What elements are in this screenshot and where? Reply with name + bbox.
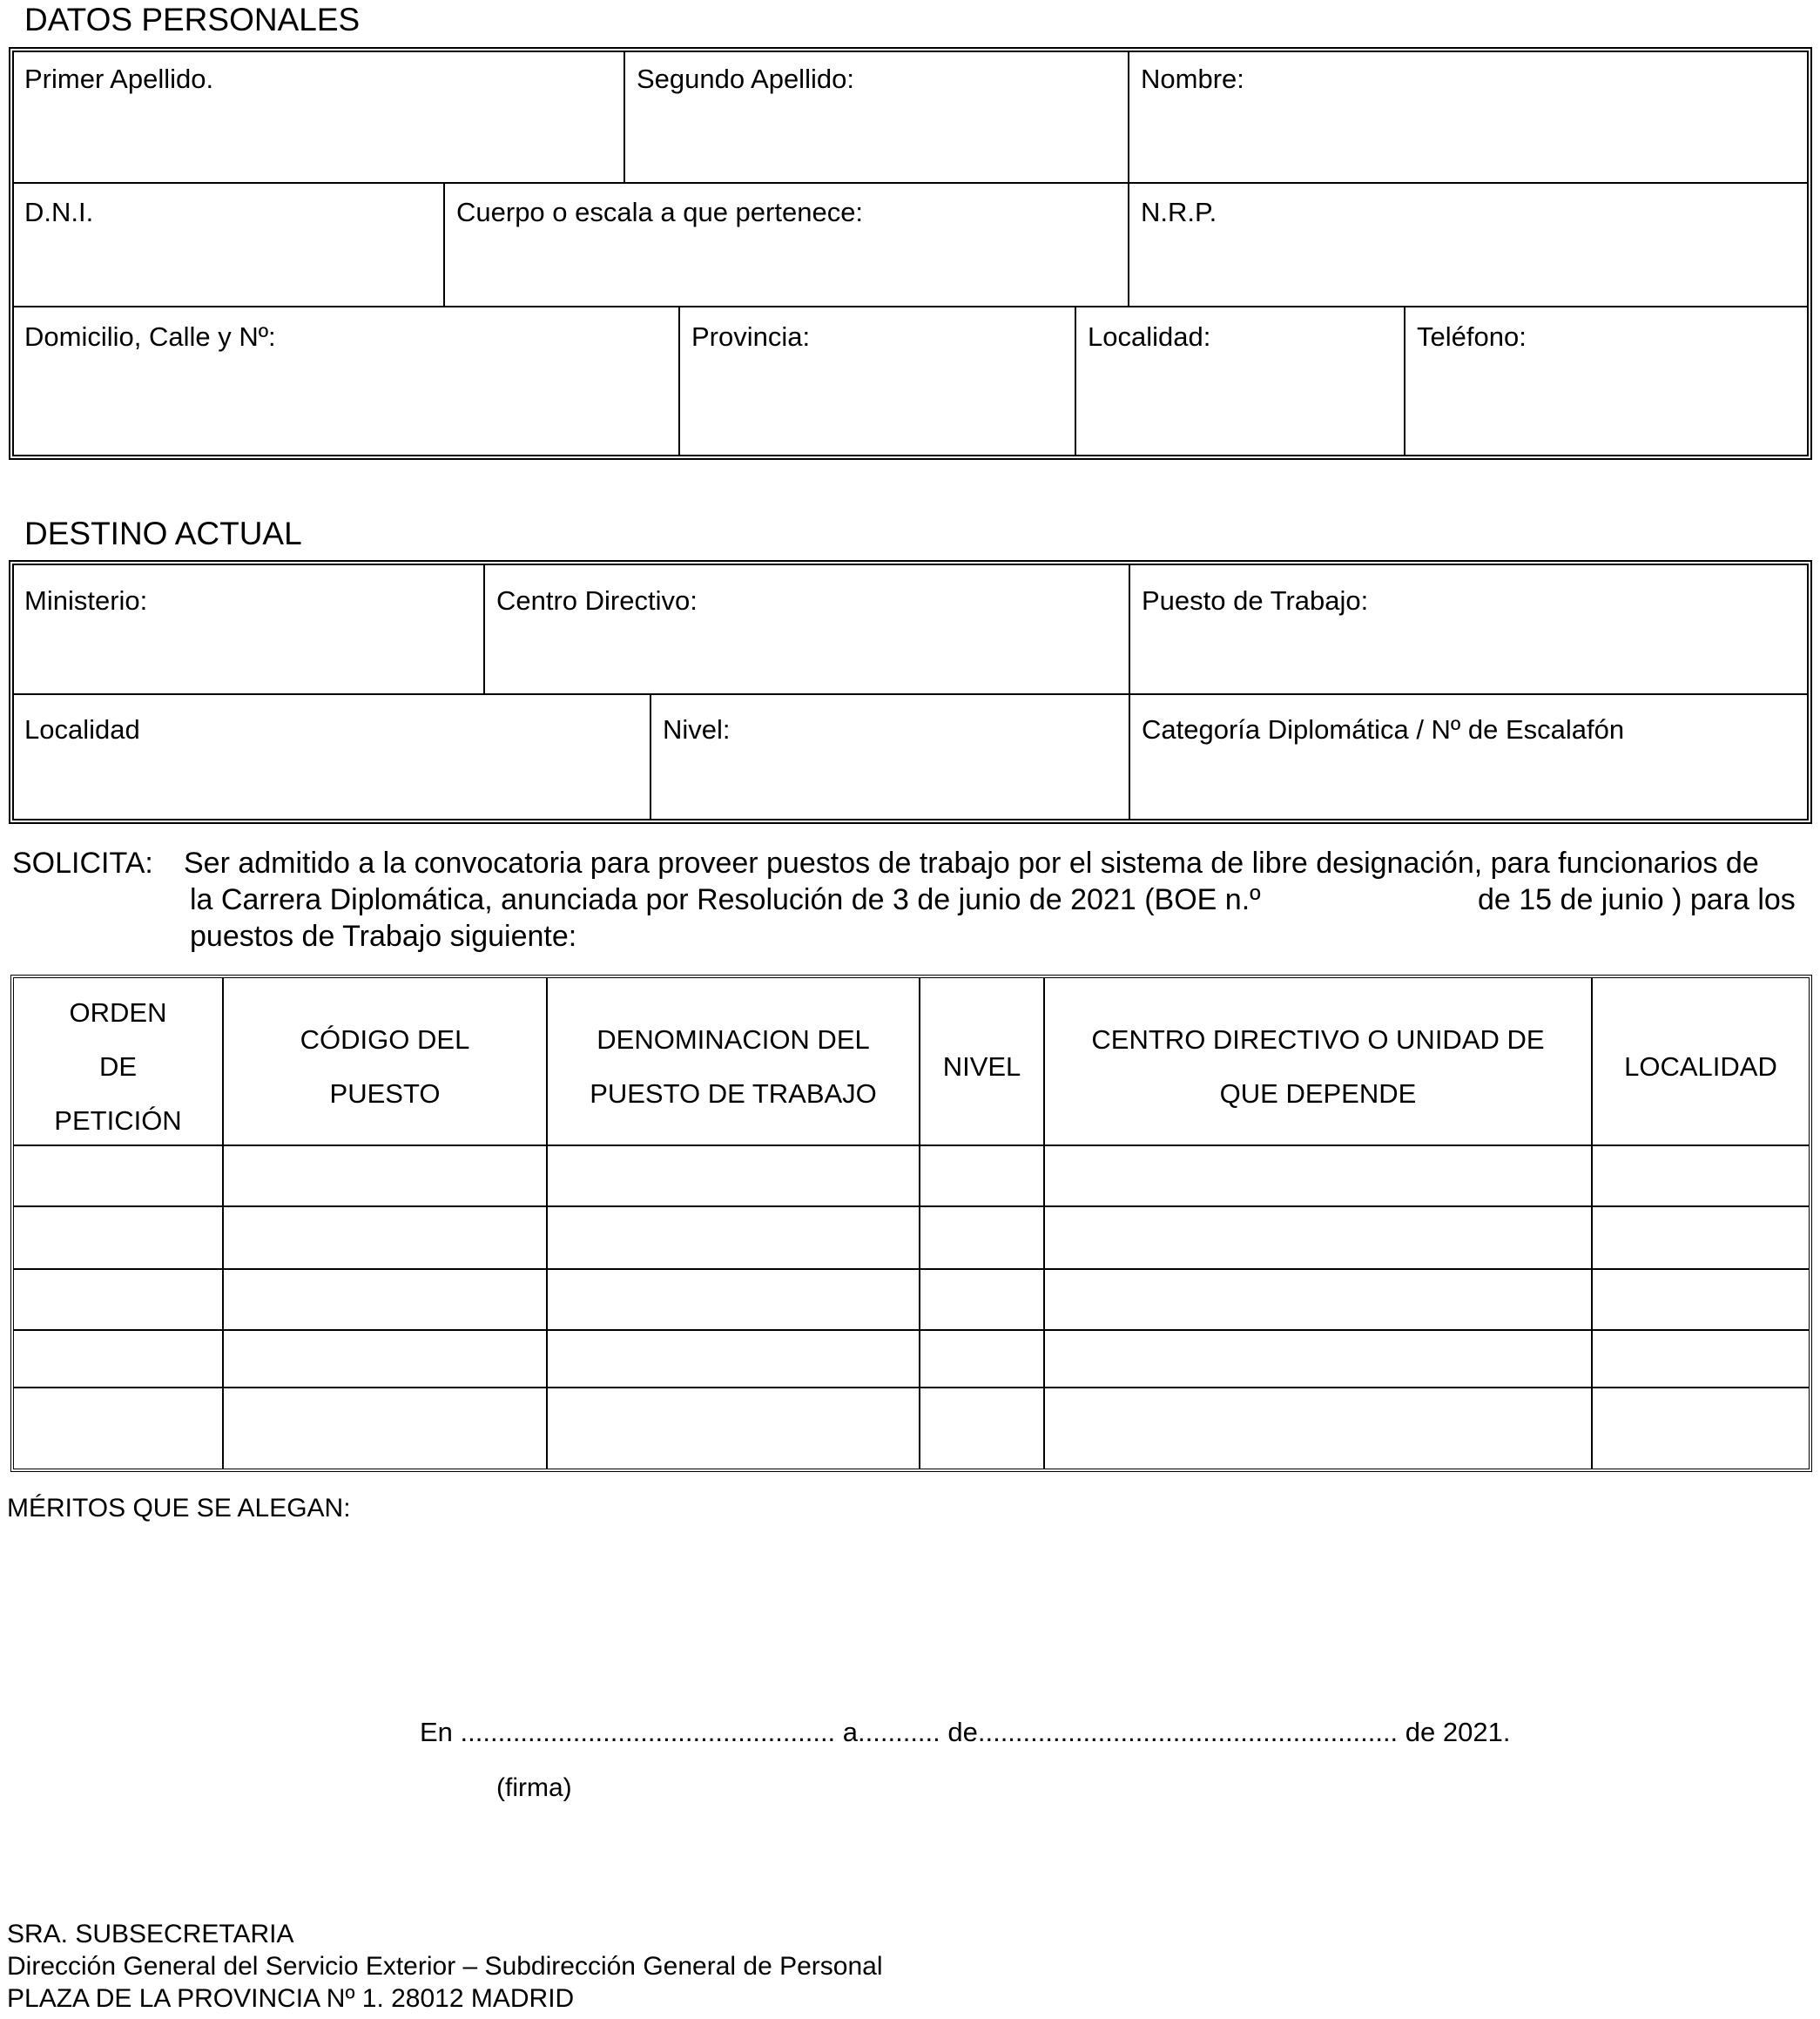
footer-direccion-general: Dirección General del Servicio Exterior – Subdirección General de Personal (7, 1952, 883, 1981)
table-row[interactable] (14, 1388, 1809, 1469)
destino-localidad-field[interactable]: Localidad (24, 714, 140, 745)
footer-direccion-postal: PLAZA DE LA PROVINCIA Nº 1. 28012 MADRID (7, 1984, 575, 2013)
datos-personales-title: DATOS PERSONALES (24, 2, 361, 37)
table-row[interactable] (14, 1269, 1809, 1329)
destino-actual-title: DESTINO ACTUAL (24, 516, 302, 551)
header-nivel: NIVEL (942, 1051, 1021, 1082)
meritos-area[interactable] (7, 1533, 1810, 1698)
nombre-field[interactable]: Nombre: (1141, 64, 1244, 94)
table-row[interactable] (14, 1330, 1809, 1387)
firma-label: (firma) (496, 1773, 572, 1802)
solicita-label: SOLICITA: (12, 847, 153, 880)
meritos-label: MÉRITOS QUE SE ALEGAN: (7, 1494, 351, 1523)
nrp-field[interactable]: N.R.P. (1141, 197, 1217, 227)
table-row[interactable] (14, 1145, 1809, 1205)
header-denominacion-puesto: DENOMINACION DEL PUESTO DE TRABAJO (590, 1024, 877, 1109)
header-codigo-puesto: CÓDIGO DEL PUESTO (300, 1024, 470, 1109)
localidad-field[interactable]: Localidad: (1088, 321, 1211, 352)
header-localidad: LOCALIDAD (1624, 1051, 1777, 1082)
solicita-line-3: puestos de Trabajo siguiente: (190, 920, 577, 953)
telefono-field[interactable]: Teléfono: (1417, 321, 1527, 352)
categoria-diplomatica-field[interactable]: Categoría Diplomática / Nº de Escalafón (1142, 714, 1625, 745)
header-orden-peticion: ORDEN DE PETICIÓN (54, 997, 182, 1136)
cuerpo-escala-field[interactable]: Cuerpo o escala a que pertenece: (456, 197, 864, 227)
solicita-line-1: Ser admitido a la convocatoria para proveer puestos de trabajo por el sistema de libre designación, para funcionarios de (184, 847, 1759, 880)
primer-apellido-field[interactable]: Primer Apellido. (24, 64, 214, 94)
datos-personales-box (9, 47, 1812, 460)
nivel-field[interactable]: Nivel: (663, 714, 731, 745)
puesto-trabajo-field[interactable]: Puesto de Trabajo: (1142, 585, 1369, 616)
domicilio-field[interactable]: Domicilio, Calle y Nº: (24, 321, 276, 352)
solicita-line-2a: la Carrera Diplomática, anunciada por Resolución de 3 de junio de 2021 (BOE n.º (190, 883, 1261, 916)
centro-directivo-field[interactable]: Centro Directivo: (496, 585, 698, 616)
table-row[interactable] (14, 1206, 1809, 1268)
footer-destinatario: SRA. SUBSECRETARIA (7, 1920, 294, 1948)
destino-actual-box (9, 560, 1812, 824)
dni-field[interactable]: D.N.I. (24, 197, 94, 227)
fecha-lugar-line: En .................................................. a........... de........................................................ de 2021. (420, 1717, 1511, 1747)
solicita-line-2b: de 15 de junio ) para los (1478, 883, 1796, 916)
provincia-field[interactable]: Provincia: (691, 321, 811, 352)
header-centro-directivo: CENTRO DIRECTIVO O UNIDAD DE QUE DEPENDE (1091, 1024, 1545, 1109)
ministerio-field[interactable]: Ministerio: (24, 585, 148, 616)
segundo-apellido-field[interactable]: Segundo Apellido: (637, 64, 854, 94)
